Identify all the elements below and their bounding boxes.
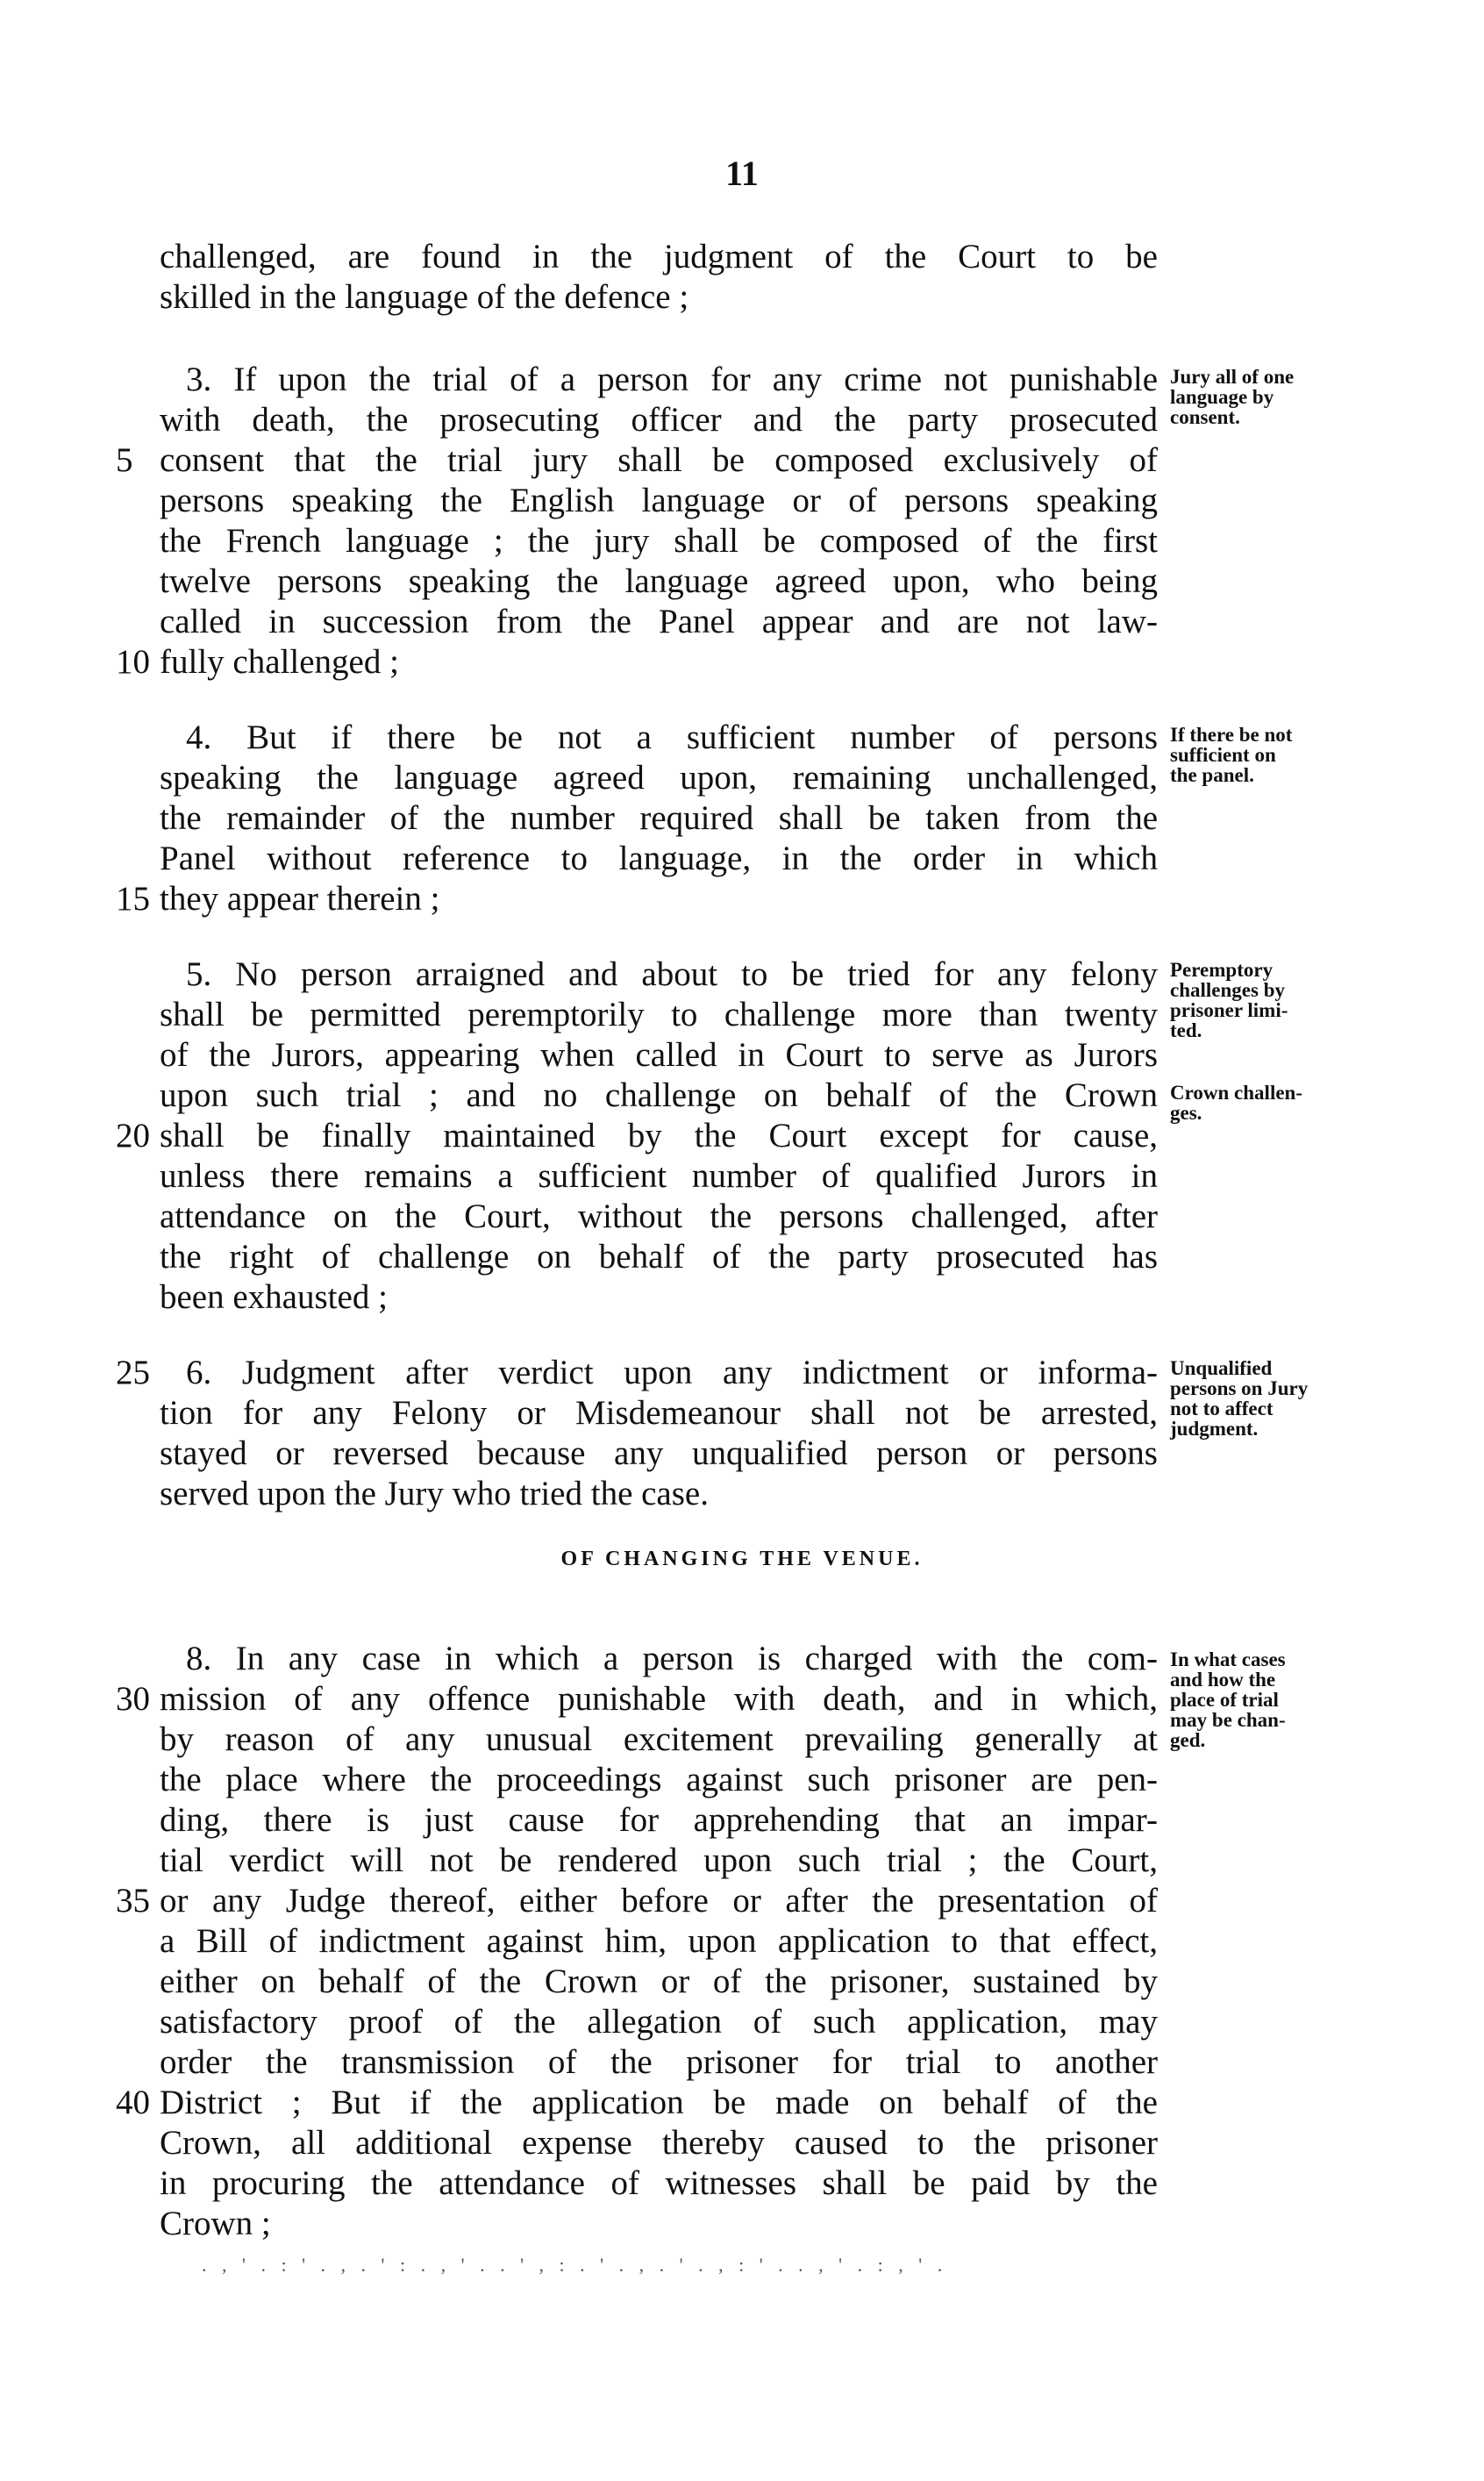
text-line: 8. In any case in which a person is charged with the com- xyxy=(186,1640,1158,1677)
line-number: 15 xyxy=(116,880,150,918)
margin-note-line: Jury all of one xyxy=(1170,366,1295,388)
text-line: 3. If upon the trial of a person for any crime not punishable xyxy=(186,361,1158,398)
margin-note-line: prisoner limi- xyxy=(1170,999,1288,1021)
margin-note-line: may be chan- xyxy=(1170,1709,1286,1731)
text-line: twelve persons speaking the language agreed upon, who being xyxy=(160,562,1158,600)
page-number: 11 xyxy=(725,154,759,193)
margin-note-line: persons on Jury xyxy=(1170,1377,1309,1399)
text-line: with death, the prosecuting officer and the party prosecuted xyxy=(160,401,1158,439)
text-line: the French language ; the jury shall be composed of the first xyxy=(160,522,1158,560)
text-line: 6. Judgment after verdict upon any indictment or informa- xyxy=(186,1354,1158,1391)
text-line: 5. No person arraigned and about to be tried for any felony xyxy=(186,955,1158,993)
margin-note xyxy=(1170,1649,1363,1750)
text-line: the remainder of the number required shall be taken from the xyxy=(160,799,1158,837)
text-line: or any Judge thereof, either before or after the presentation of xyxy=(160,1882,1158,1920)
print-specks: . , ' . : ' . , . ' : . , ' . . ' , : . ' . , . ' . , : ' . . , ' . : , ' . xyxy=(202,2256,948,2276)
text-line: Crown ; xyxy=(160,2205,271,2242)
text-line: satisfactory proof of the allegation of such application, may xyxy=(160,2003,1158,2041)
line-number: 30 xyxy=(116,1680,150,1718)
margin-note-line: not to affect xyxy=(1170,1398,1274,1419)
margin-note-line: the panel. xyxy=(1170,764,1254,786)
margin-note-line: Crown challen- xyxy=(1170,1082,1302,1104)
text-line: stayed or reversed because any unqualified person or persons xyxy=(160,1434,1158,1472)
line-number: 20 xyxy=(116,1117,150,1155)
margin-note xyxy=(1170,725,1363,785)
margin-note-line: Peremptory xyxy=(1170,959,1274,981)
text-line: been exhausted ; xyxy=(160,1278,388,1316)
margin-note-line: consent. xyxy=(1170,406,1240,428)
text-line: served upon the Jury who tried the case. xyxy=(160,1475,709,1512)
line-number: 25 xyxy=(116,1354,150,1391)
text-line: a Bill of indictment against him, upon application to that effect, xyxy=(160,1922,1158,1960)
text-line: persons speaking the English language or of persons speaking xyxy=(160,482,1158,519)
line-number: 10 xyxy=(116,643,150,681)
text-line: tial verdict will not be rendered upon such trial ; the Court, xyxy=(160,1841,1158,1879)
text-line: 4. But if there be not a sufficient number of persons xyxy=(186,719,1158,756)
text-line: speaking the language agreed upon, remaining unchallenged, xyxy=(160,759,1158,797)
line-number: 35 xyxy=(116,1882,150,1920)
text-line: skilled in the language of the defence ; xyxy=(160,278,689,316)
text-line: unless there remains a sufficient number of qualified Jurors in xyxy=(160,1157,1158,1195)
margin-note-line: If there be not xyxy=(1170,724,1293,746)
text-line: order the transmission of the prisoner for trial to another xyxy=(160,2043,1158,2081)
text-line: ding, there is just cause for apprehending that an impar- xyxy=(160,1801,1158,1839)
text-line: District ; But if the application be made on behalf of the xyxy=(160,2084,1158,2121)
text-line: upon such trial ; and no challenge on behalf of the Crown xyxy=(160,1076,1158,1114)
margin-note-line: Unqualified xyxy=(1170,1357,1273,1379)
margin-note xyxy=(1170,367,1363,427)
margin-note xyxy=(1170,1358,1363,1439)
margin-note-line: and how the xyxy=(1170,1669,1276,1691)
text-line: challenged, are found in the judgment of the Court to be xyxy=(160,238,1158,275)
text-line: attendance on the Court, without the persons challenged, after xyxy=(160,1198,1158,1235)
text-line: Crown, all additional expense thereby caused to the prisoner xyxy=(160,2124,1158,2162)
text-line: shall be permitted peremptorily to challenge more than twenty xyxy=(160,996,1158,1033)
margin-note-line: language by xyxy=(1170,386,1274,408)
margin-note-line: judgment. xyxy=(1170,1418,1259,1440)
margin-note-line: ges. xyxy=(1170,1102,1202,1124)
text-line: the place where the proceedings against such prisoner are pen- xyxy=(160,1761,1158,1798)
text-line: of the Jurors, appearing when called in Court to serve as Jurors xyxy=(160,1036,1158,1074)
margin-note-line: challenges by xyxy=(1170,979,1285,1001)
text-line: by reason of any unusual excitement prevailing generally at xyxy=(160,1720,1158,1758)
margin-note-line: ged. xyxy=(1170,1729,1206,1751)
line-number: 5 xyxy=(116,441,133,479)
margin-note xyxy=(1170,960,1363,1040)
margin-note-line: In what cases xyxy=(1170,1648,1286,1670)
margin-note-line: place of trial xyxy=(1170,1689,1279,1711)
margin-note xyxy=(1170,1083,1363,1123)
text-line: called in succession from the Panel appear and are not law- xyxy=(160,603,1158,640)
text-line: tion for any Felony or Misdemeanour shall not be arrested, xyxy=(160,1394,1158,1432)
text-line: mission of any offence punishable with death, and in which, xyxy=(160,1680,1158,1718)
text-line: the right of challenge on behalf of the party prosecuted has xyxy=(160,1238,1158,1276)
text-line: fully challenged ; xyxy=(160,643,399,681)
text-line: either on behalf of the Crown or of the prisoner, sustained by xyxy=(160,1963,1158,2000)
margin-note-line: sufficient on xyxy=(1170,744,1276,766)
text-line: Panel without reference to language, in the order in which xyxy=(160,840,1158,877)
margin-note-line: ted. xyxy=(1170,1019,1202,1041)
text-line: they appear therein ; xyxy=(160,880,440,918)
text-line: shall be finally maintained by the Court except for cause, xyxy=(160,1117,1158,1155)
text-line: in procuring the attendance of witnesses shall be paid by the xyxy=(160,2164,1158,2202)
section-heading: OF CHANGING THE VENUE. xyxy=(560,1548,924,1570)
text-line: consent that the trial jury shall be composed exclusively of xyxy=(160,441,1158,479)
line-number: 40 xyxy=(116,2084,150,2121)
